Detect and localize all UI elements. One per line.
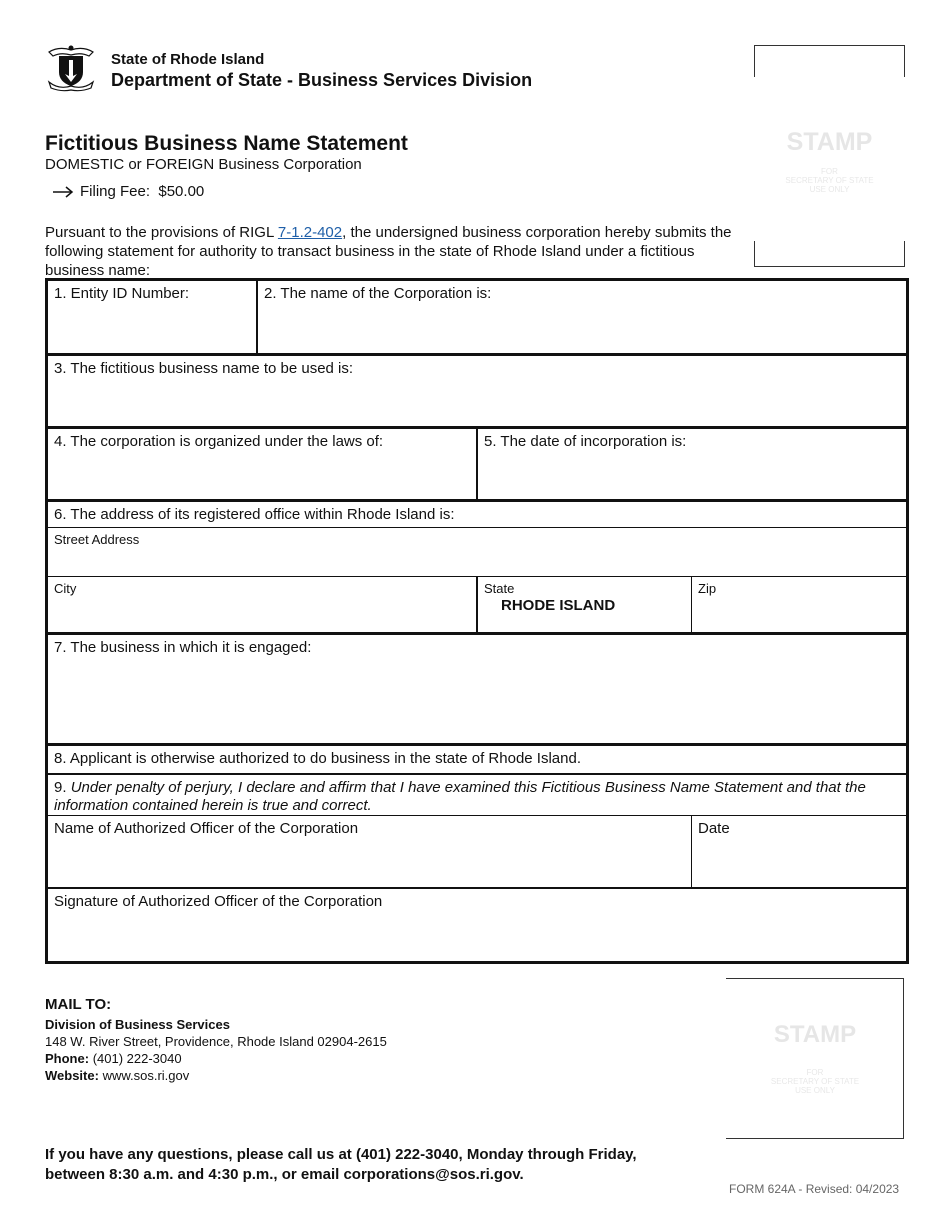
state-field xyxy=(478,577,691,632)
perjury-statement xyxy=(48,775,906,815)
authorized-statement: 8. Applicant is otherwise authorized to do business in the state of Rhode Island. xyxy=(54,750,581,767)
stamp-box-top xyxy=(754,45,905,267)
fictitious-name-field[interactable] xyxy=(48,356,906,426)
zip-label: Zip xyxy=(698,581,717,596)
stamp-label: STAMP xyxy=(786,128,873,156)
mail-address: 148 W. River Street, Providence, Rhode Island 02904-2615 xyxy=(45,1034,387,1049)
arrow-right-icon xyxy=(52,186,74,198)
date-label: Date xyxy=(698,820,730,837)
zip-field[interactable] xyxy=(692,577,906,632)
entity-id-field[interactable] xyxy=(48,281,256,353)
stamp-sub-bottom-3: USE ONLY xyxy=(795,1086,835,1095)
perjury-text: Under penalty of perjury, I declare and affirm that I have examined this Fictitious Business Name Statement and that the information contained herein is true and correct. xyxy=(54,779,866,814)
street-address-label: Street Address xyxy=(54,532,140,547)
signature-label: Signature of Authorized Officer of the Corporation xyxy=(54,893,383,910)
mail-to-block xyxy=(45,996,387,1084)
questions-line-1: If you have any questions, please call us at (401) 222-3040, Monday through Friday, xyxy=(45,1146,637,1163)
website-label: Website: xyxy=(45,1068,99,1083)
filing-fee xyxy=(52,183,204,200)
stamp-sub-2: SECRETARY OF STATE xyxy=(785,176,874,185)
intro-before-link: Pursuant to the provisions of RIGL xyxy=(45,224,278,241)
date-field[interactable] xyxy=(692,816,906,887)
street-address-field[interactable] xyxy=(48,528,906,576)
intro-after-link: , the undersigned business corporation hereby submits the following statement for authority to transact business in the state of Rhode Island under a fictitious business name: xyxy=(45,224,732,279)
form-table xyxy=(45,278,909,964)
incorporation-date-field[interactable] xyxy=(478,429,906,499)
stamp-label-bottom: STAMP xyxy=(773,1021,857,1048)
stamp-sub-bottom-2: SECRETARY OF STATE xyxy=(770,1077,860,1086)
stamp-sub-1: FOR xyxy=(821,167,838,176)
mail-division: Division of Business Services xyxy=(45,1017,230,1032)
officer-name-label: Name of Authorized Officer of the Corporation xyxy=(54,820,359,837)
phone-value: (401) 222-3040 xyxy=(92,1051,182,1066)
corp-name-label: 2. The name of the Corporation is: xyxy=(264,285,492,302)
organized-under-label: 4. The corporation is organized under the laws of: xyxy=(54,433,384,450)
questions-line-2: between 8:30 a.m. and 4:30 p.m., or email corporations@sos.ri.gov. xyxy=(45,1166,524,1183)
form-subtitle: DOMESTIC or FOREIGN Business Corporation xyxy=(45,156,362,173)
signature-field[interactable] xyxy=(48,889,906,961)
header-department: Department of State - Business Services Division xyxy=(111,70,533,90)
stamp-sub-bottom-1: FOR xyxy=(806,1068,824,1077)
filing-fee-value: $50.00 xyxy=(158,183,205,200)
officer-name-field[interactable] xyxy=(48,816,691,887)
stamp-sub-3: USE ONLY xyxy=(809,185,850,194)
city-label: City xyxy=(54,581,77,596)
questions-note xyxy=(45,1145,637,1185)
mail-phone xyxy=(45,1050,387,1067)
business-field[interactable] xyxy=(48,635,906,743)
state-label: State xyxy=(484,581,515,596)
website-value[interactable]: www.sos.ri.gov xyxy=(102,1068,190,1083)
organized-under-field[interactable] xyxy=(48,429,476,499)
header-state-name: State of Rhode Island xyxy=(111,51,265,68)
entity-id-label: 1. Entity ID Number: xyxy=(54,285,190,302)
corp-name-field[interactable] xyxy=(258,281,906,353)
phone-label: Phone: xyxy=(45,1051,90,1066)
form-title: Fictitious Business Name Statement xyxy=(45,132,408,155)
filing-fee-label: Filing Fee: xyxy=(80,183,151,200)
mail-website xyxy=(45,1067,387,1084)
rigl-link[interactable]: 7-1.2-402 xyxy=(277,224,343,241)
state-seal-icon xyxy=(45,44,97,92)
state-value: RHODE ISLAND xyxy=(501,597,616,614)
address-heading: 6. The address of its registered office within Rhode Island is: xyxy=(54,506,455,523)
city-field[interactable] xyxy=(48,577,476,632)
fictitious-name-label: 3. The fictitious business name to be used is: xyxy=(54,360,354,377)
business-label: 7. The business in which it is engaged: xyxy=(54,639,312,656)
perjury-number: 9. xyxy=(54,779,71,796)
intro-paragraph xyxy=(45,223,745,280)
mail-heading: MAIL TO: xyxy=(45,996,112,1013)
incorporation-date-label: 5. The date of incorporation is: xyxy=(484,433,687,450)
stamp-box-bottom xyxy=(726,978,904,1139)
form-number: FORM 624A - Revised: 04/2023 xyxy=(729,1182,900,1196)
